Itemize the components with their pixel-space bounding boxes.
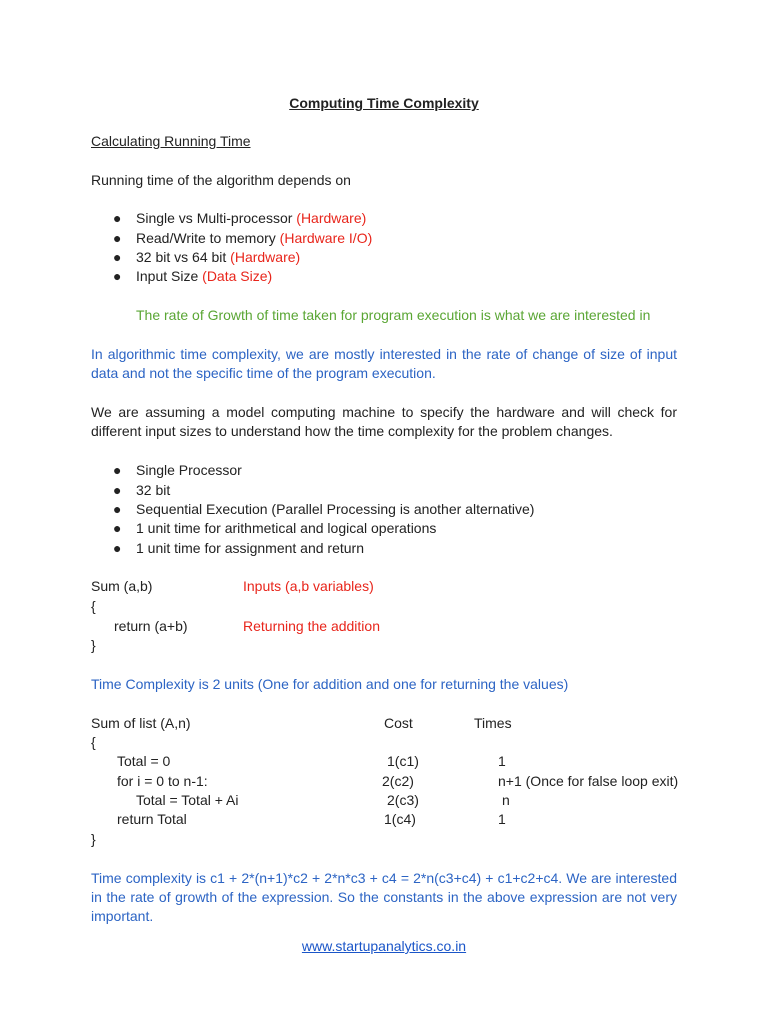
section-heading: Calculating Running Time	[91, 133, 251, 149]
bullet-icon: ●	[113, 230, 122, 246]
cost-cell: 2(c3)	[387, 792, 419, 808]
code-line: Total = 0	[117, 753, 171, 769]
list-item: Sequential Execution (Parallel Processing is another alternative)	[136, 501, 535, 517]
code-comment: Inputs (a,b variables)	[243, 578, 374, 594]
list-item: Single Processor	[136, 462, 242, 478]
code-line: Sum of list (A,n)	[91, 715, 191, 731]
code-line: for i = 0 to n-1:	[117, 773, 208, 789]
code-comment: Returning the addition	[243, 618, 380, 634]
cost-cell: 1(c4)	[384, 811, 416, 827]
code-brace-open: {	[91, 598, 96, 614]
bullet-icon: ●	[113, 462, 122, 478]
factor-text: Single vs Multi-processor	[136, 210, 297, 226]
cost-cell: 2(c2)	[382, 773, 414, 789]
intro-text: Running time of the algorithm depends on	[91, 172, 351, 188]
factor-tag: (Hardware)	[296, 210, 367, 226]
bullet-icon: ●	[113, 520, 122, 536]
code-line: Total = Total + Ai	[136, 792, 239, 808]
times-cell: 1	[498, 753, 506, 769]
list-item: 1 unit time for assignment and return	[136, 540, 365, 556]
factor-text: 32 bit vs 64 bit	[136, 249, 231, 265]
code-line: return Total	[117, 811, 187, 827]
footer-link[interactable]: www.startupanalytics.co.in	[301, 938, 467, 954]
factor-text: Read/Write to memory	[136, 230, 280, 246]
code-line: Sum (a,b)	[91, 578, 153, 594]
final-paragraph: Time complexity is c1 + 2*(n+1)*c2 + 2*n*c3 + c4 = 2*n(c3+c4) + c1+c2+c4. We are interested in the rate of growth of the expression. So the constants in the above expression are not very important.	[91, 870, 677, 924]
code-brace-open: {	[91, 734, 96, 750]
bullet-icon: ●	[113, 249, 122, 265]
code-line: return (a+b)	[114, 618, 188, 634]
factor-text: Input Size	[136, 268, 203, 284]
sum-complexity-note: Time Complexity is 2 units (One for addition and one for returning the values)	[91, 676, 569, 692]
growth-note: The rate of Growth of time taken for program execution is what we are interested in	[136, 307, 651, 323]
model-paragraph: We are assuming a model computing machine to specify the hardware and will check for different input sizes to understand how the time complexity for the problem changes.	[91, 404, 677, 439]
factor-tag: (Hardware)	[230, 249, 301, 265]
times-cell: 1	[498, 811, 506, 827]
list-item: 32 bit	[136, 482, 171, 498]
bullet-icon: ●	[113, 501, 122, 517]
bullet-icon: ●	[113, 540, 122, 556]
blue-paragraph: In algorithmic time complexity, we are mostly interested in the rate of change of size of input data and not the specific time of the program execution.	[91, 346, 677, 381]
factor-tag: (Data Size)	[202, 268, 273, 284]
code-brace-close: }	[91, 637, 96, 653]
bullet-icon: ●	[113, 210, 122, 226]
times-cell: n+1 (Once for false loop exit)	[498, 773, 679, 789]
times-header: Times	[474, 715, 512, 731]
factor-tag: (Hardware I/O)	[279, 230, 373, 246]
page-title: Computing Time Complexity	[289, 95, 479, 111]
cost-cell: 1(c1)	[387, 753, 419, 769]
bullet-icon: ●	[113, 268, 122, 284]
bullet-icon: ●	[113, 482, 122, 498]
times-cell: n	[502, 792, 510, 808]
cost-header: Cost	[384, 715, 413, 731]
code-brace-close: }	[91, 831, 96, 847]
list-item: 1 unit time for arithmetical and logical operations	[136, 520, 437, 536]
